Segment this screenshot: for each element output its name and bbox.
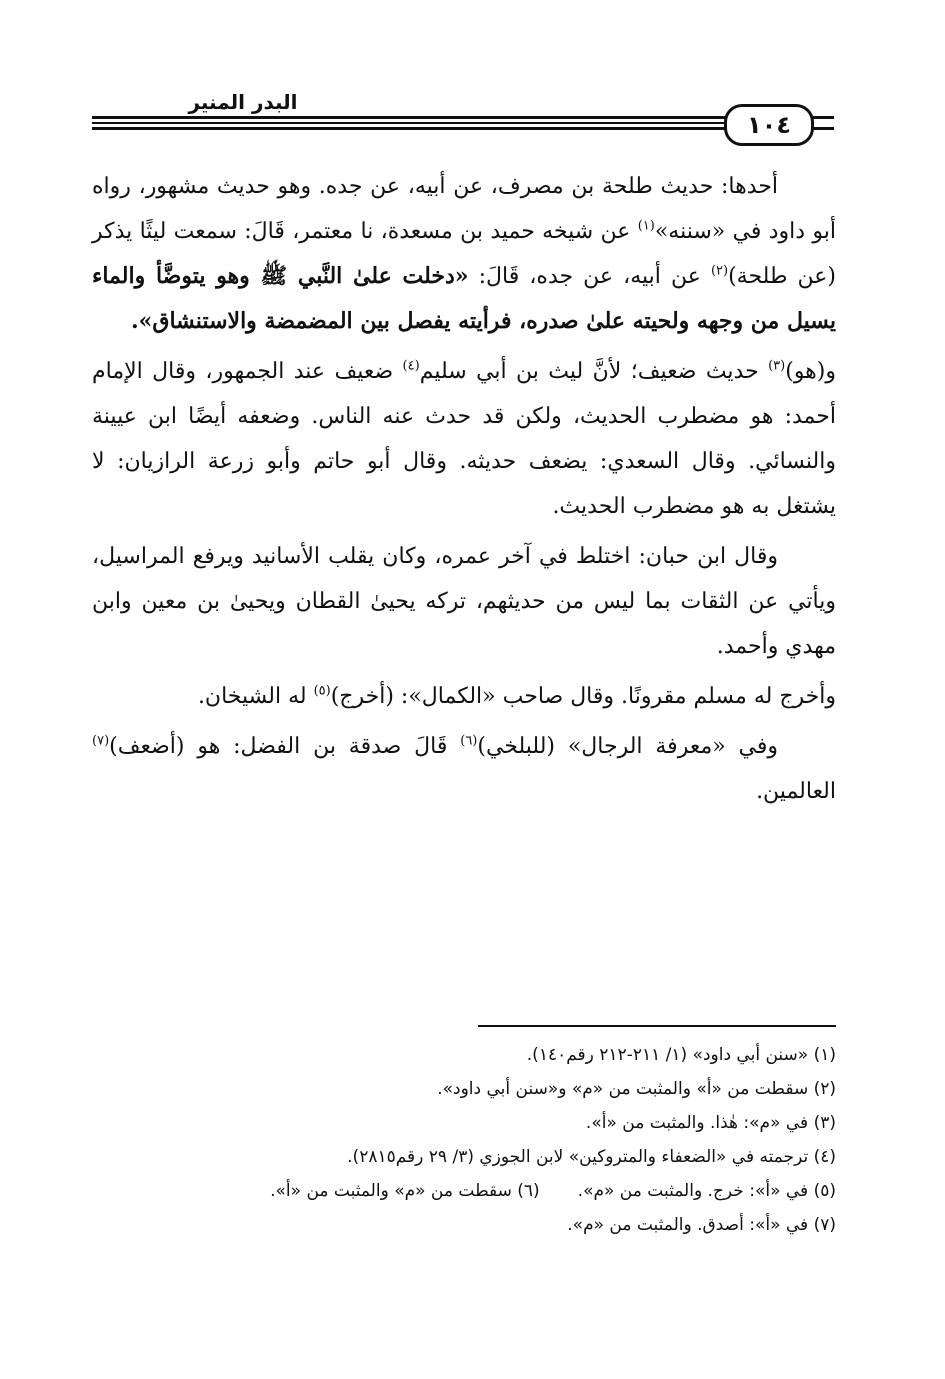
text-run: قَالَ صدقة بن الفضل: هو (أضعف) — [109, 734, 461, 759]
footnote-5: (٥) في «أ»: خرج. والمثبت من «م». — [577, 1181, 836, 1201]
footnote-ref: (٧) — [92, 733, 110, 749]
footnote-3: (٣) في «م»: هٰذا. والمثبت من «أ». — [585, 1113, 836, 1133]
text-run: حديث ضعيف؛ لأنَّ ليث بن أبي سليم — [419, 359, 769, 384]
footnote-ref: (٣) — [768, 358, 786, 374]
running-title: البدر المنير — [188, 90, 298, 114]
text-run: العالمين. — [756, 779, 836, 804]
text-run: وفي «معرفة الرجال» (للبلخي) — [477, 734, 779, 759]
paragraph-4 — [92, 674, 836, 719]
text-run: وأخرج له مسلم مقرونًا. وقال صاحب «الكمال»: (أخرج) — [330, 684, 836, 709]
paragraph-5 — [92, 724, 836, 814]
running-header — [92, 84, 840, 154]
page-number: ١٠٤ — [724, 104, 814, 146]
footnote-1: (١) «سنن أبي داود» (١/ ٢١١-٢١٢ رقم١٤٠). — [526, 1045, 836, 1065]
footnote-6: (٦) سقطت من «م» والمثبت من «أ». — [270, 1181, 540, 1201]
header-rule — [92, 116, 732, 119]
text-run: ضعيف عند الجمهور، وقال الإمام أحمد: هو مضطرب الحديث، ولكن قد حدث عنه الناس. وضعفه أيضًا ابن عيينة والنسائي. وقال السعدي: يضعف حديثه. وقال أبو حاتم وأبو زرعة الرازيان: لا يشتغل به هو مضطرب الحديث. — [92, 359, 836, 519]
footnote-4: (٤) ترجمته في «الضعفاء والمتروكين» لابن الجوزي (٣/ ٢٩ رقم٢٨١٥). — [347, 1147, 836, 1167]
footnote-ref: (٥) — [313, 683, 331, 699]
footnote-row-5-6 — [92, 1174, 836, 1208]
main-text — [92, 164, 836, 819]
footnote-7: (٧) في «أ»: أصدق. والمثبت من «م». — [567, 1215, 836, 1235]
footnote-2: (٢) سقطت من «أ» والمثبت من «م» و«سنن أبي داود». — [437, 1079, 836, 1099]
footnote-ref: (١) — [637, 218, 655, 234]
footnote-separator — [478, 1025, 836, 1027]
footnote-ref: (٤) — [402, 358, 420, 374]
paragraph-1 — [92, 164, 836, 344]
hadith-quote: «دخلت علىٰ النَّبي ﷺ وهو يتوضَّأ والماء يسيل من وجهه ولحيته علىٰ صدره، فرأيته يفصل بين المضمضة والاستنشاق». — [92, 263, 836, 334]
header-rule — [92, 122, 732, 124]
paragraph-2 — [92, 349, 836, 529]
footnote-ref: (٢) — [710, 263, 729, 279]
footnotes — [92, 1038, 836, 1242]
text-run: عن شيخه حميد بن مسعدة، نا معتمر، قَالَ: سمعت ليثًا يذكر (عن طلحة) — [92, 219, 836, 289]
text-run: عن أبيه، عن جده، قَالَ: — [478, 264, 711, 289]
paragraph-3: وقال ابن حبان: اختلط في آخر عمره، وكان يقلب الأسانيد ويرفع المراسيل، ويأتي عن الثقات بما ليس من حديثهم، تركه يحيىٰ القطان ويحيىٰ بن معين وابن مهدي وأحمد. — [92, 544, 836, 659]
footnote-ref: (٦) — [460, 733, 478, 749]
text-run: أحدها: حديث طلحة بن مصرف، عن أبيه، عن جده. وهو حديث مشهور، رواه أبو داود في «سننه» — [92, 174, 836, 244]
header-rule — [92, 127, 732, 130]
text-run: و(هو) — [785, 359, 836, 384]
text-run: له الشيخان. — [197, 684, 314, 709]
